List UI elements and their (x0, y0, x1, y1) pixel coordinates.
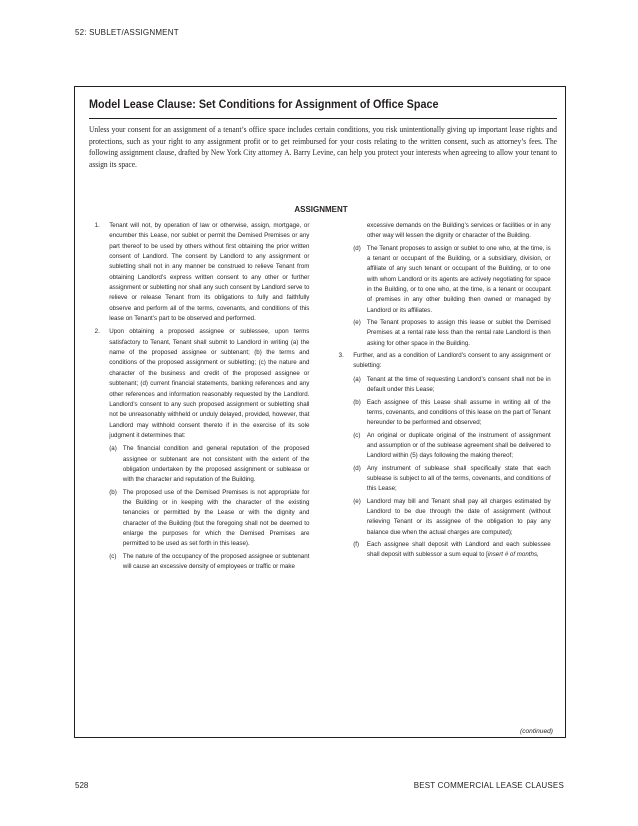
clause-1 (91, 221, 309, 324)
clause-text: Further, and as a condition of Landlord’s consent to any assignment or subletting: (353, 352, 551, 370)
subclause-text: The Tenant proposes to assign this lease or sublet the Demised Premises at a rental rate less than the rental rate Landlord is then asking for other space in the Building. (366, 319, 551, 347)
clause-number: 1. (94, 222, 100, 229)
clause-3f (335, 540, 551, 561)
subclause-text: Tenant at the time of requesting Landlord’s consent shall not be in default under this Lease; (366, 375, 551, 394)
model-clause-box (74, 86, 566, 738)
clause-2d (335, 244, 551, 316)
subclause-text: excessive demands on the Building’s services or facilities or in any other way will lessen the dignity or character of the Building. (366, 222, 551, 240)
clause-number: 3. (338, 352, 344, 360)
box-title: Model Lease Clause: Set Conditions for Assignment of Office Space (89, 97, 439, 111)
running-head: 52: SUBLET/ASSIGNMENT (75, 28, 179, 37)
page-number: 528 (75, 781, 89, 790)
clause-2e (335, 318, 551, 349)
book-title: BEST COMMERCIAL LEASE CLAUSES (413, 781, 564, 790)
subclause-label: (e) (353, 319, 361, 327)
subclause-text: Each assignee shall deposit with Landlord and each sublessee shall deposit with sublessor a sum equal to [ (366, 540, 551, 559)
subclause-label: (d) (353, 244, 361, 252)
subclause-text: The proposed use of the Demised Premises is not appropriate for the Building or in keeping with the character of the existing tenancies or permitted by the Lease or with the dignity and character of the Building (but the foregoing shall not be deemed to enlarge the purposes for which the Demised Premises are permitted to be used as set forth in this lease). (122, 488, 310, 548)
right-column (335, 221, 551, 563)
left-column (91, 221, 309, 574)
clause-2b (91, 488, 309, 550)
subclause-label: (d) (353, 464, 361, 472)
clause-3a (335, 375, 551, 396)
clause-2c-continued (335, 221, 551, 242)
subclause-label: (b) (353, 398, 361, 406)
subclause-text: The nature of the occupancy of the proposed assignee or subtenant will cause an excessive density of employees or traffic or make (122, 552, 310, 570)
subclause-label: (b) (109, 488, 117, 496)
subclause-text: An original or duplicate original of the instrument of assignment and assumption or of the sublease agreement shall be delivered to Landlord within (5) days following the making thereof; (366, 431, 551, 460)
subclause-text: The financial condition and general reputation of the proposed assignee or subtenant are not consistent with the extent of the obligation undertaken by the proposed assignment or sublease or with the character and reputation of the Building. (122, 445, 310, 484)
clause-3b (335, 398, 551, 429)
clause-text: Upon obtaining a proposed assignee or sublessee, upon terms satisfactory to Tenant, Tenant shall submit to Landlord in writing (a) the name of the proposed assignee or subtenant; (b) the terms and conditions of the proposed assignment or subletting; (c) the nature and character of the business and credit of the proposed assignee or subtenant; (d) current financial statements, banking references and any other references and information reasonably requested by the Landlord. Landlord’s consent to any such proposed assignment or subletting shall not be unreasonably withheld or unduly delayed, provided, however, that Landlord may withhold consent thereto if in the exercise of its sole judgment it determines that: (109, 328, 310, 439)
clause-3d (335, 464, 551, 495)
subclause-text: Any instrument of sublease shall specifically state that each sublease is subject to all of the terms, covenants, and conditions of this Lease; (366, 464, 551, 493)
continued-note: (continued) (520, 728, 553, 735)
clause-number: 2. (94, 328, 100, 336)
clause-2a (91, 444, 309, 485)
subclause-label: (f) (353, 540, 360, 548)
subclause-label: (a) (109, 445, 117, 453)
intro-paragraph: Unless your consent for an assignment of a tenant’s office space includes certain conditions, you risk unintentionally giving up important lease rights and protections, such as your right to any assignment profit or to get reimbursed for your costs relating to the written consent, such as attorney’s fees. The following assignment clause, drafted by New York City attorney A. Barry Levine, can help you protect your interests when agreeing to allow your tenant to assign its space. (89, 125, 557, 169)
subclause-text: The Tenant proposes to assign or sublet to one who, at the time, is a tenant or occupant of the Building, or a subsidiary, division, or affiliate of any such tenant or occupant of the Building, or to one with whom Landlord or its agents are actively negotiating for space in the Building, or to one who, at the time, is a tenant or occupant of premises in any other building then owned or managed by Landlord or its affiliates. (366, 244, 551, 314)
clause-3 (335, 351, 551, 372)
clause-2 (91, 327, 309, 441)
subclause-label: (e) (353, 497, 361, 505)
title-rule (89, 118, 557, 119)
section-heading: ASSIGNMENT (294, 205, 348, 214)
subclause-label: (c) (353, 431, 361, 439)
clause-3c (335, 431, 551, 462)
subclause-label: (a) (353, 375, 361, 383)
clause-text: Tenant will not, by operation of law or otherwise, assign, mortgage, or encumber this Lease, nor sublet or permit the Demised Premises or any part thereof to be used by others without first obtaining the prior written consent of Landlord. The consent by Landlord to any assignment or subletting shall not in any manner be construed to relieve Tenant from obtaining Landlord’s express written consent to any other or further assignment or subletting nor shall any such consent by Landlord serve to relieve or release Tenant from its obligations to fully and faithfully observe and perform all of the terms, covenants, and conditions of this lease on Tenant’s part to be observed and performed. (109, 222, 310, 323)
subclause-label: (c) (109, 552, 117, 560)
clause-3e (335, 497, 551, 538)
clause-2c (91, 552, 309, 573)
subclause-text: Each assignee of this Lease shall assume in writing all of the terms, covenants, and conditions of this lease on the part of Tenant hereunder to be performed and observed; (366, 398, 551, 427)
subclause-italic-text: insert # of months, (487, 551, 539, 559)
subclause-text: Landlord may bill and Tenant shall pay all charges estimated by Landlord to be due through the date of assignment (without relieving Tenant or its assignee of the obligation to pay any balance due when the actual charges are computed); (366, 497, 551, 536)
